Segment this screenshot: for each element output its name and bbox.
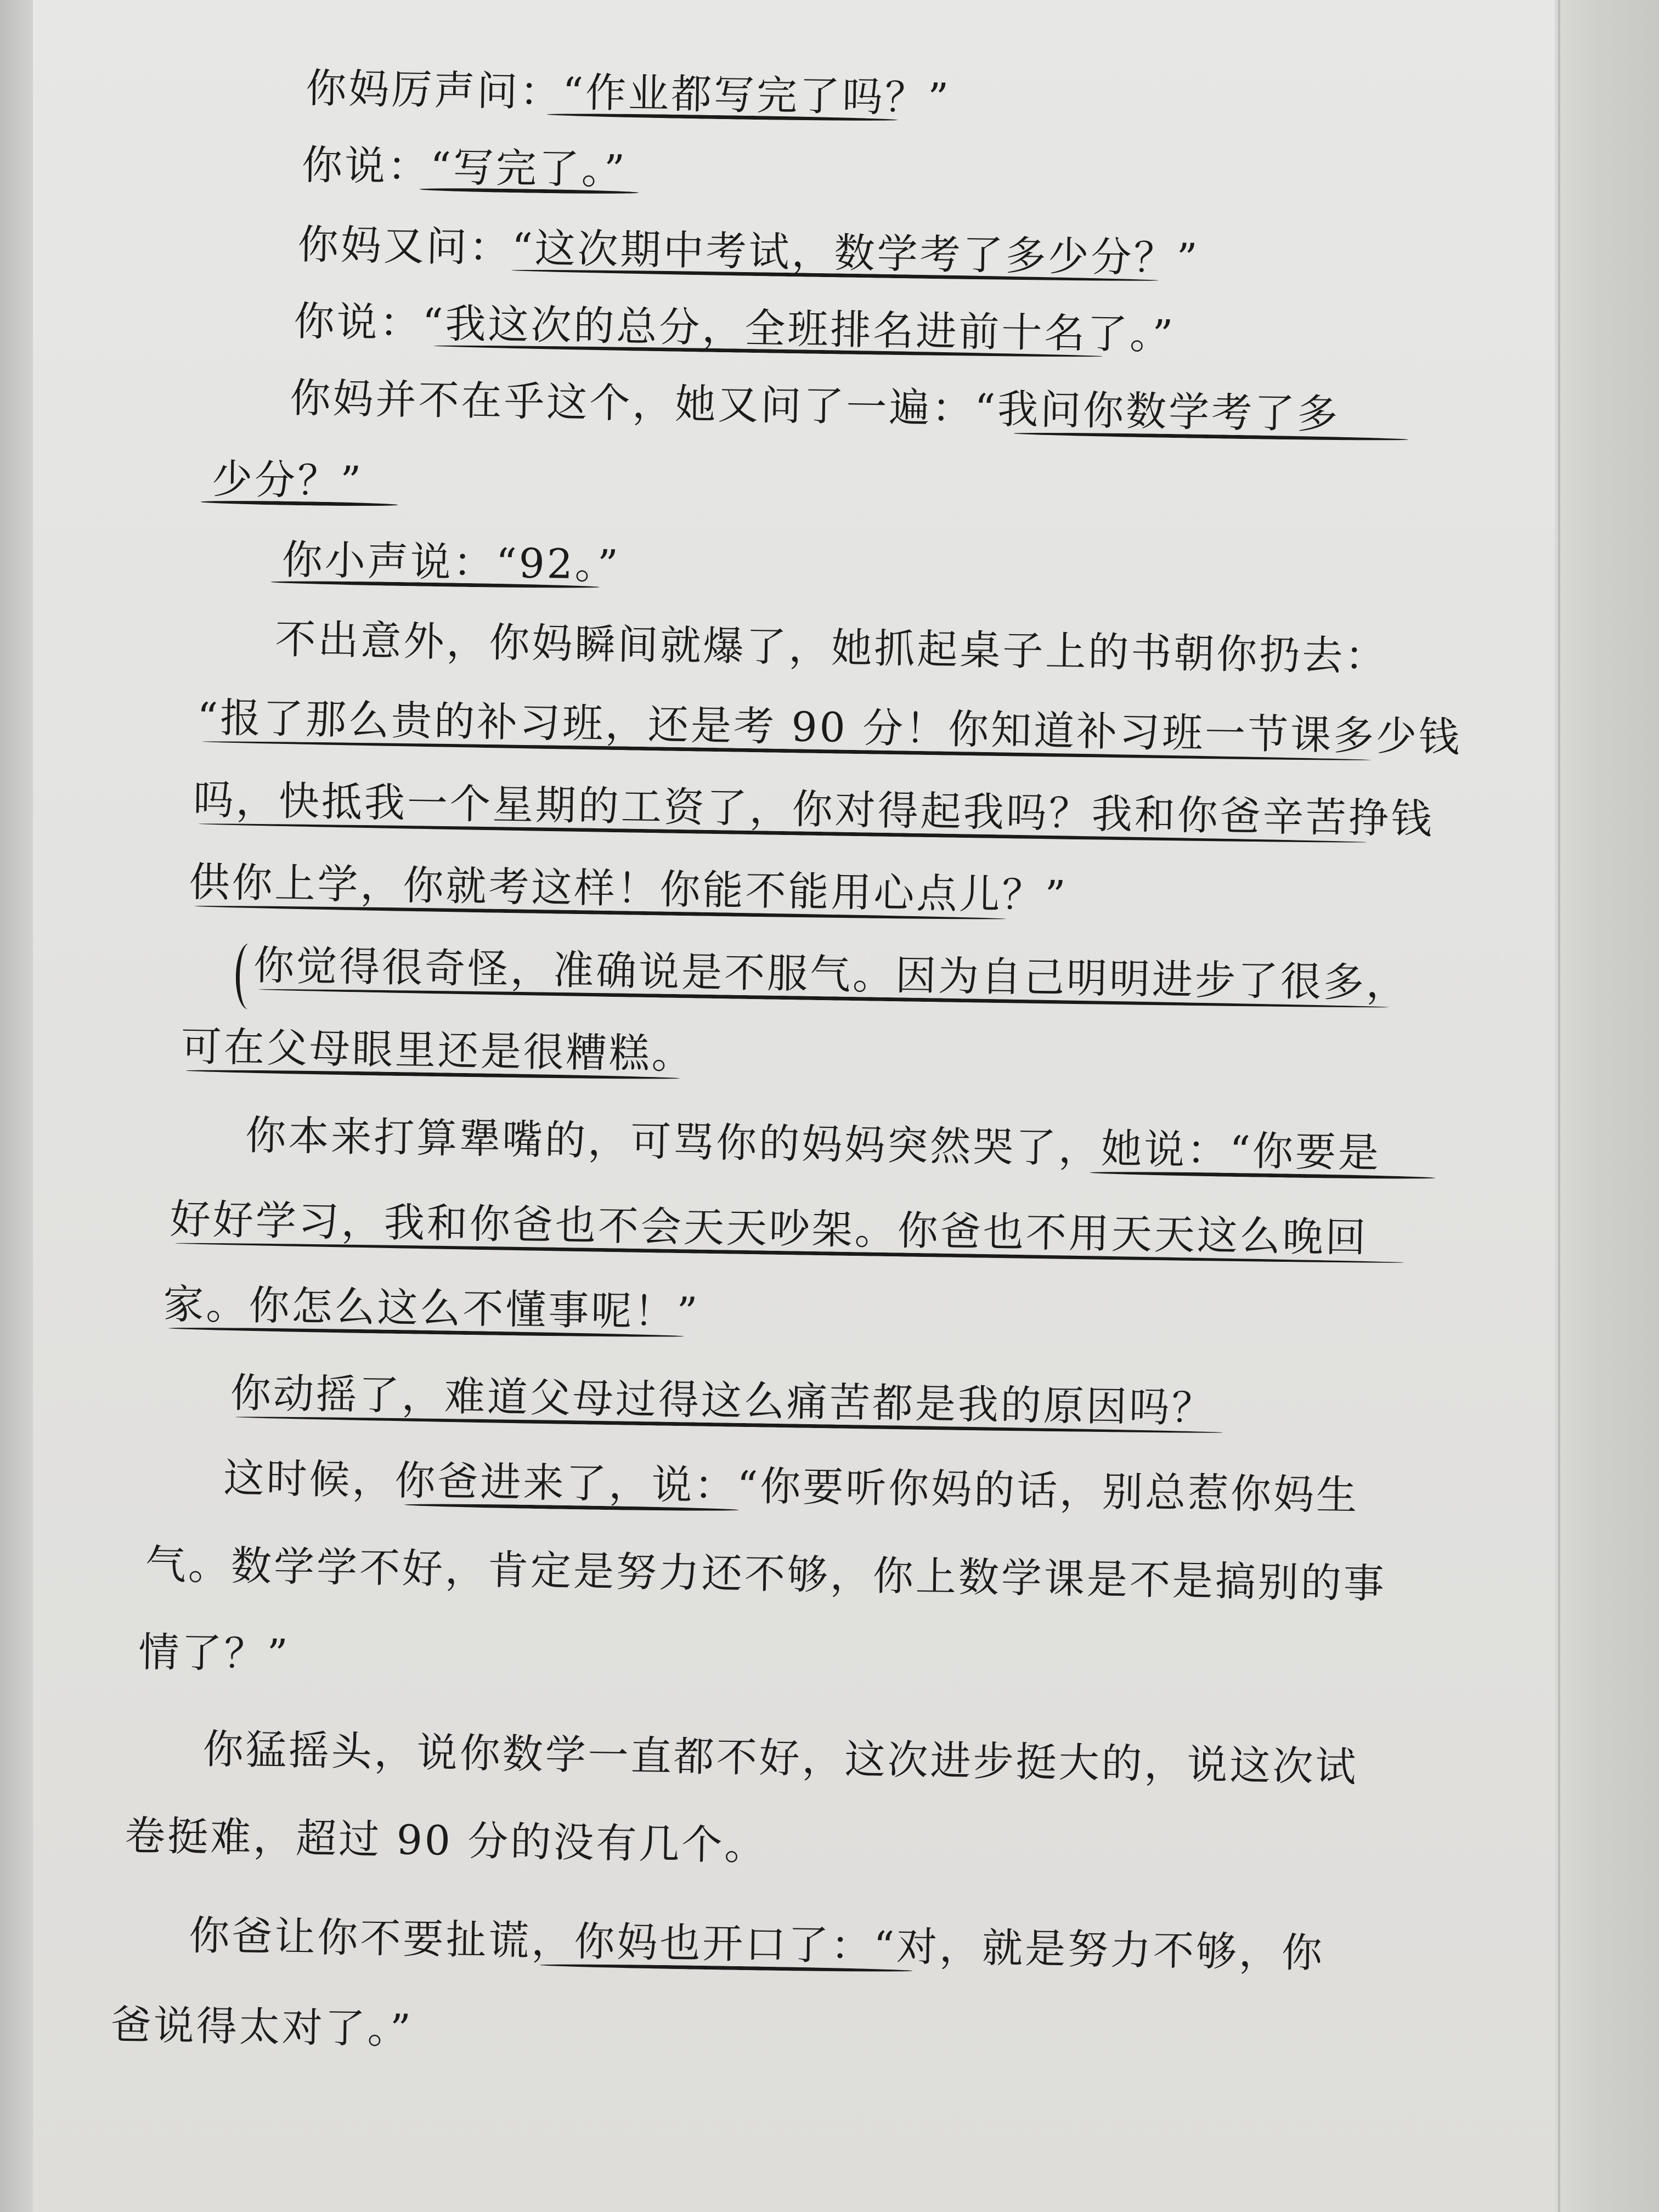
- text-line: 你爸让你不要扯谎，你妈也开口了：“对，就是努力不够，你: [188, 1912, 1325, 1977]
- text-line: 少分？”: [211, 455, 364, 505]
- text-line: 你觉得很奇怪，准确说是不服气。因为自己明明进步了很多，: [253, 941, 1409, 1007]
- pen-underline: [200, 500, 398, 507]
- text-line: 情了？”: [138, 1628, 291, 1679]
- text-line: 吗，快抵我一个星期的工资了，你对得起我吗？我和你爸辛苦挣钱: [193, 776, 1435, 843]
- text-line: 你说：“写完了。”: [301, 142, 628, 194]
- text-line: 供你上学，你就考这样！你能不能用心点儿？”: [188, 858, 1068, 920]
- text-line: 可在父母眼里还是很糟糕。: [180, 1023, 695, 1079]
- text-line: 气。数学学不好，肯定是努力还不够，你上数学课是不是搞别的事: [145, 1541, 1387, 1608]
- pen-bracket-mark: [235, 943, 262, 1009]
- text-line: 你小声说：“92。”: [281, 536, 621, 589]
- book-page: [22, 0, 1558, 2212]
- text-line: 你妈并不在乎这个，她又问了一遍：“我问你数学考了多: [289, 374, 1340, 438]
- text-line: 爸说得太对了。”: [110, 2001, 414, 2053]
- text-line: 你妈厉声问：“作业都写完了吗？”: [305, 65, 951, 122]
- text-line: 你妈又问：“这次期中考试，数学考了多少分？”: [297, 221, 1200, 283]
- text-line: 卷挺难，超过 90 分的没有几个。: [124, 1812, 768, 1870]
- text-line: 不出意外，你妈瞬间就爆了，她抓起桌子上的书朝你扔去：: [274, 616, 1389, 681]
- text-line: 你说：“我这次的总分，全班排名进前十名了。”: [294, 297, 1176, 359]
- text-line: 你本来打算犟嘴的，可骂你的妈妈突然哭了，她说：“你要是: [245, 1111, 1381, 1177]
- text-line: 你动摇了，难道父母过得这么痛苦都是我的原因吗？: [230, 1369, 1215, 1432]
- text-line: 你猛摇头，说你数学一直都不好，这次进步挺大的，说这次试: [202, 1725, 1359, 1791]
- text-line: 好好学习，我和你爸也不会天天吵架。你爸也不用天天这么晚回: [170, 1195, 1369, 1262]
- page-stack-edge: [1555, 0, 1659, 2212]
- text-line: 这时候，你爸进来了，说：“你要听你妈的话，别总惹你妈生: [223, 1454, 1359, 1520]
- text-line: “报了那么贵的补习班，还是考 90 分！你知道补习班一节课多少钱: [196, 694, 1462, 761]
- text-line: 家。你怎么这么不懂事呢！”: [162, 1280, 700, 1336]
- page-edge-line: [1558, 0, 1560, 2212]
